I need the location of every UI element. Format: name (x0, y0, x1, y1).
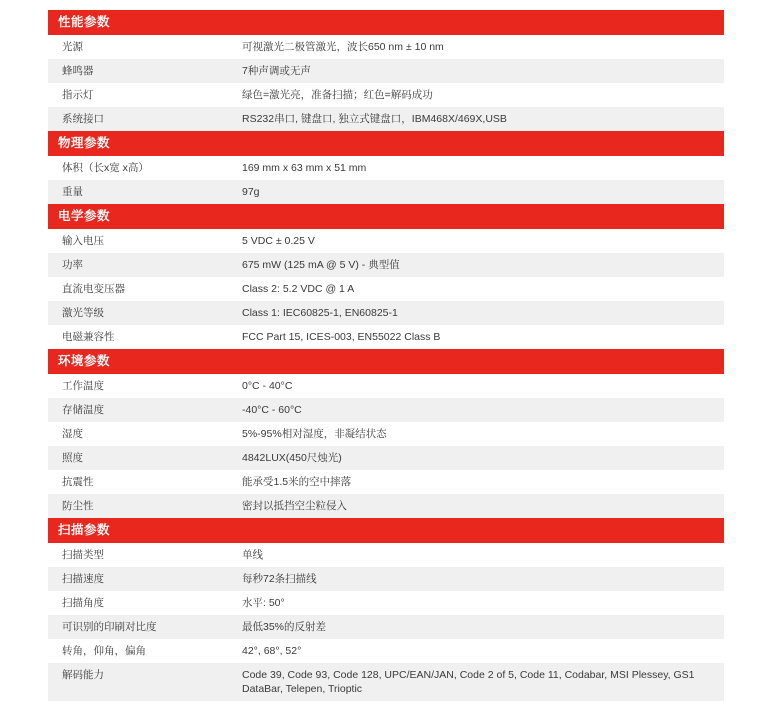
spec-label: 扫描速度 (48, 567, 228, 591)
spec-label: 湿度 (48, 422, 228, 446)
spec-label: 光源 (48, 35, 228, 59)
table-row (48, 253, 724, 277)
spec-label: 抗震性 (48, 470, 228, 494)
spec-label: 激光等级 (48, 301, 228, 325)
table-row (48, 494, 724, 518)
spec-value: RS232串口, 键盘口, 独立式键盘口，IBM468X/469X,USB (228, 107, 724, 131)
section-heading-row (48, 131, 724, 156)
spec-value: 水平: 50° (228, 591, 724, 615)
spec-value: 单线 (228, 543, 724, 567)
spec-label: 存储温度 (48, 398, 228, 422)
spec-label: 解码能力 (48, 663, 228, 701)
table-row (48, 325, 724, 349)
spec-label: 功率 (48, 253, 228, 277)
table-row (48, 107, 724, 131)
spec-value: 42°, 68°, 52° (228, 639, 724, 663)
table-row (48, 229, 724, 253)
table-row (48, 180, 724, 204)
section-heading: 物理参数 (48, 131, 724, 156)
table-row (48, 83, 724, 107)
specification-table-body (48, 10, 724, 701)
table-row (48, 374, 724, 398)
spec-label: 系统接口 (48, 107, 228, 131)
section-heading: 环境参数 (48, 349, 724, 374)
spec-value: 7种声调或无声 (228, 59, 724, 83)
table-row (48, 35, 724, 59)
specification-table (48, 10, 724, 701)
spec-label: 指示灯 (48, 83, 228, 107)
spec-value: 密封以抵挡空尘粒侵入 (228, 494, 724, 518)
section-heading-row (48, 349, 724, 374)
table-row (48, 277, 724, 301)
spec-label: 照度 (48, 446, 228, 470)
spec-value: 可视激光二极管激光，波长650 nm ± 10 nm (228, 35, 724, 59)
spec-label: 蜂鸣器 (48, 59, 228, 83)
spec-value: 每秒72条扫描线 (228, 567, 724, 591)
spec-value: Code 39, Code 93, Code 128, UPC/EAN/JAN, Code 2 of 5, Code 11, Codabar, MSI Plessey, GS1 DataBar, Telepen, Trioptic (228, 663, 724, 701)
spec-label: 工作温度 (48, 374, 228, 398)
spec-value: FCC Part 15, ICES-003, EN55022 Class B (228, 325, 724, 349)
section-heading: 扫描参数 (48, 518, 724, 543)
spec-value: 97g (228, 180, 724, 204)
spec-label: 重量 (48, 180, 228, 204)
section-heading-row (48, 204, 724, 229)
table-row (48, 591, 724, 615)
table-row (48, 615, 724, 639)
spec-value: 675 mW (125 mA @ 5 V) - 典型值 (228, 253, 724, 277)
table-row (48, 543, 724, 567)
table-row (48, 156, 724, 180)
spec-value: -40°C - 60°C (228, 398, 724, 422)
spec-label: 直流电变压器 (48, 277, 228, 301)
spec-label: 输入电压 (48, 229, 228, 253)
section-heading-row (48, 10, 724, 35)
spec-label: 体积（长x宽 x高） (48, 156, 228, 180)
table-row (48, 422, 724, 446)
spec-value: 能承受1.5米的空中摔落 (228, 470, 724, 494)
section-heading-row (48, 518, 724, 543)
spec-value: 5%-95%相对湿度，非凝结状态 (228, 422, 724, 446)
spec-value: 最低35%的反射差 (228, 615, 724, 639)
table-row (48, 301, 724, 325)
spec-label: 可识别的印刷对比度 (48, 615, 228, 639)
table-row (48, 398, 724, 422)
spec-label: 电磁兼容性 (48, 325, 228, 349)
section-heading: 电学参数 (48, 204, 724, 229)
spec-label: 转角，仰角，偏角 (48, 639, 228, 663)
table-row (48, 446, 724, 470)
table-row (48, 639, 724, 663)
table-row (48, 663, 724, 701)
table-row (48, 470, 724, 494)
spec-value: 5 VDC ± 0.25 V (228, 229, 724, 253)
table-row (48, 59, 724, 83)
spec-label: 扫描类型 (48, 543, 228, 567)
spec-label: 防尘性 (48, 494, 228, 518)
spec-value: 绿色=激光亮，准备扫描；红色=解码成功 (228, 83, 724, 107)
spec-value: Class 1: IEC60825-1, EN60825-1 (228, 301, 724, 325)
spec-value: 4842LUX(450尺烛光) (228, 446, 724, 470)
table-row (48, 567, 724, 591)
spec-value: 169 mm x 63 mm x 51 mm (228, 156, 724, 180)
spec-label: 扫描角度 (48, 591, 228, 615)
spec-value: Class 2: 5.2 VDC @ 1 A (228, 277, 724, 301)
spec-value: 0°C - 40°C (228, 374, 724, 398)
section-heading: 性能参数 (48, 10, 724, 35)
